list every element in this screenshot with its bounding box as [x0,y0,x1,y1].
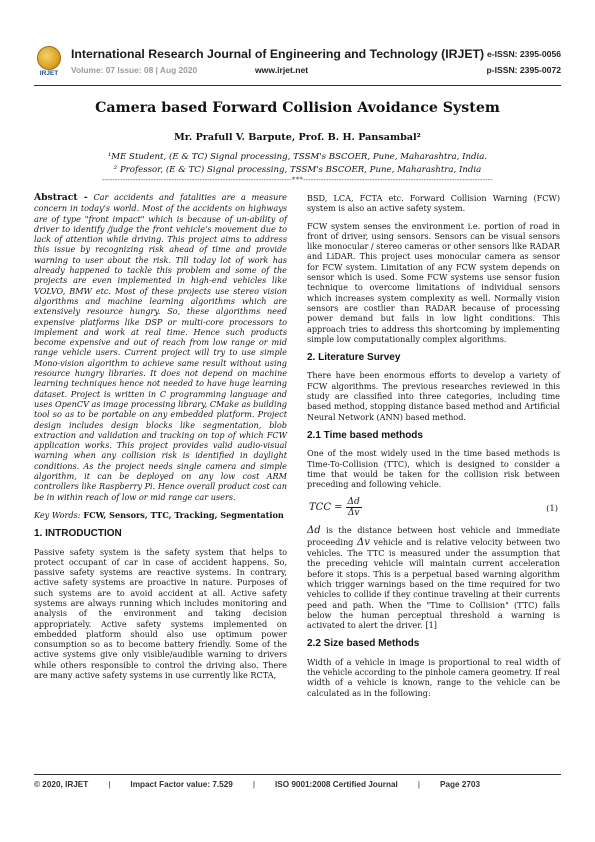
abstract-text: Car accidents and fatalities are a measure concern in today's world. Most of the accidents on highways are of type "front impact" which is because of un-ability of driver to identify /judge the front vehicle's movement due to lack of attention while driving. This project aims to address this issue by recognizing risk ahead of time and provide warning to user about the risk. Till today lot of work has already happened to tackle this problem and some of the projects are even implemented in high-end vehicles like VOLVO, BMW etc. Most of these projects use stereo vision algorithms and machine learning algorithms which are extensively resource hungry. So, these algorithms need expensive platforms like DSP or multi-core processors to implement and work at real time. Hence such products become expensive and out of reach from low range or mid range vehicle users. Current project will try to use simple Mono-vision algorithm to achieve same result without using resource hungry libraries. It does not depend on machine learning techniques hence not needed to have huge learning dataset. Project is written in C programming language and uses OpenCV as image processing library, CMake as building tool so as to be portable on any embedded platform. Project design includes design blocks like segmentation, blob extraction and validation and tracking on top of which FCW application works. This project provides valid audio-visual warning when any collision risk is identified in daylight conditions. As the project needs single camera and simple algorithm, it can be deployed on any low cost ARM controllers like Raspberry Pi. Hence overall product cost can be in within reach of low or mid range car users. [34,192,287,502]
size-based-heading: 2.2 Size based Methods [307,638,420,650]
ttc-explanation [307,525,560,630]
footer-page-number: Page 2703 [439,780,481,789]
page-footer [34,780,561,789]
formula-numerator: Δd [347,497,360,508]
equation-1 [307,495,560,521]
equation-number: (1) [546,503,558,514]
footer-impact-factor: Impact Factor value: 7.529 [130,780,233,789]
paper-title: Camera based Forward Collision Avoidance System [95,100,500,116]
header-divider [34,85,561,86]
paper-authors: Mr. Prafull V. Barpute, Prof. B. H. Pansambal² [174,132,421,143]
keywords [34,510,287,520]
formula-denominator: Δv [347,508,360,519]
footer-iso: ISO 9001:2008 Certified Journal [274,780,398,789]
section-separator: --------------------------------------------------------------------------***-------------------------------------------------------------------------- [102,176,493,184]
affiliation-1: ¹ME Student, (E & TC) Signal processing, TSSM's BSCOER, Pune, Maharashtra, India. [107,152,488,162]
journal-website: www.irjet.net [255,65,309,75]
ttc-formula [309,497,362,518]
abstract [34,192,287,502]
time-based-text: One of the most widely used in the time based methods is Time-To-Collision (TTC), which is designed to consider a time that would be taken for the collision risk between preceding and following vehicle. [307,448,560,490]
literature-text: There have been enormous efforts to develop a variety of FCW algorithms. The previous researches reviewed in this study are classified into three categories, including time based method, stopping distance based method and Artificial Neural Network (ANN) based method. [307,370,560,422]
journal-name: International Research Journal of Engineering and Technology (IRJET) [71,47,485,61]
literature-heading: 2. Literature Survey [307,352,401,364]
left-column [34,192,287,680]
volume-issue: Volume: 07 Issue: 08 | Aug 2020 [71,65,198,75]
affiliation-2: ² Professor, (E & TC) Signal processing, TSSM's BSCOER, Pune, Maharashtra, India [113,165,482,175]
right-column [307,193,560,698]
delta-d-symbol: Δd [307,525,321,537]
intro-heading: 1. INTRODUCTION [34,528,122,540]
footer-sep-2: | [252,780,255,789]
intro-text: Passive safety system is the safety system that helps to protect occupant of car in case of accident happens. So, passive safety systems are reactive systems. In contrary, active safety systems are proactive in nature. Purposes of such systems are to avoid accident at all. Active safety systems are always running which includes monitoring and analysis of the environment and taking decision appropriately. Active safety systems implemented on embedded platform should also use optimum power consumption so as to become battery friendly. Some of the active systems give only visible/audible warning to drivers while others responsible to control the driving also. There are many active safety systems in use currently like RCTA, [34,546,287,681]
e-issn: e-ISSN: 2395-0056 [486,49,561,59]
footer-divider [34,774,561,775]
time-based-heading: 2.1 Time based methods [307,429,423,441]
abstract-label: Abstract - [34,192,88,203]
formula-lhs: TCC = [309,501,343,513]
keywords-label: Key Words: [34,509,81,520]
p-issn: p-ISSN: 2395-0072 [486,65,561,75]
logo-seal-icon [37,46,61,70]
keywords-value: FCW, Sensors, TTC, Tracking, Segmentation [80,509,284,520]
fcw-paragraph: FCW system senses the environment i.e. portion of road in front of driver, using sensors. Sensors can be visual sensors like monocular / stereo cameras or other sensors like RADAR and LiDAR. This project uses monocular camera as sensor for FCW system. Limitation of any FCW system depends on sensor which is used. Some FCW systems use sensor fusion technique to overcome limitations of individual sensors which increases system complexity as well. Normally vision sensors are costlier than RADAR because of processing power demand but fails in low light conditions. This approach tries to address this shortcoming by implementing simple low computationally complex algorithms. [307,220,560,344]
footer-sep-1: | [108,780,111,789]
continued-text: BSD, LCA, FCTA etc. Forward Collision Warning (FCW) system is also an active safety system. [307,193,560,214]
journal-header [34,43,561,83]
logo-text: IRJET [39,70,59,77]
journal-logo [34,46,64,82]
footer-sep-3: | [417,780,420,789]
ttc-text-1: is the distance between host vehicle and immediate proceeding [307,525,560,547]
size-based-text: Width of a vehicle in image is proportional to real width of the vehicle according to the pinhole camera geometry. If real width of a vehicle is known, range to the vehicle can be calculated as in the following: [307,656,560,698]
ttc-text-2: vehicle and is relative velocity between two vehicles. The TTC is measured under the assumption that the preceding vehicle will maintain current acceleration before it stops. This is a perpetual based warning algorithm which trigger warnings based on the time required for two vehicles to collide if they continue traveling at their currents peed and path. When the "Time to Collision" (TTC) falls below the human perceptual threshold a warning is activated to alert the driver. [1] [307,536,560,631]
footer-copyright: © 2020, IRJET [34,780,89,789]
delta-v-symbol: Δv [357,536,370,548]
formula-fraction [346,497,362,518]
